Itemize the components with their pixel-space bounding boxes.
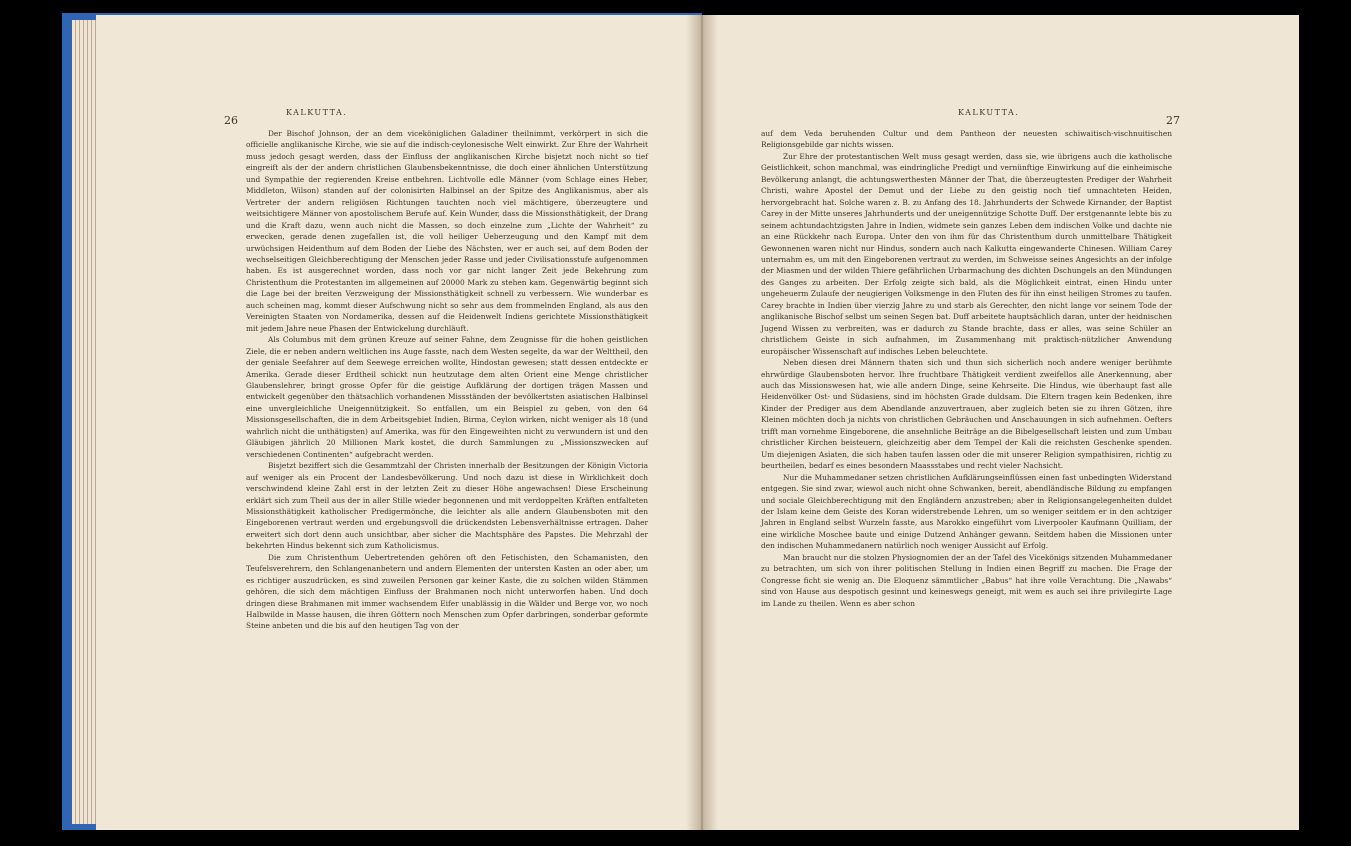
paragraph: Als Columbus mit dem grünen Kreuze auf seiner Fahne, dem Zeugnisse für die hohen geistlichen Ziele, die er neben andern weltlichen ins Auge fasste, nach dem Westen segelte, da war der Welttheil, den der geniale Seefahrer auf dem Seewege erreichen wollte, Hindostan gewesen; statt dessen entdeckte er Amerika. Gerade dieser Erdtheil schickt nun heutzutage dem alten Orient eine Menge christlicher Glaubenslehrer, bringt grosse Opfer für die geistige Aufklärung der dortigen trägen Massen und entwickelt gegenüber den thätsachlich vorhandenen Missständen der bevölkertsten asiatischen Halbinsel eine unvergleichliche Uneigennützigkeit. So entfallen, um ein Beispiel zu geben, von den 64 Missionsgesellschaften, die in dem Arbeitsgebiet Indien, Birma, Ceylon wirken, nicht weniger als 18 (und wahrlich nicht die unthätigsten) auf Amerika, was für den Eingeweihten nicht zu verwundern ist und den Gläubigen jährlich 20 Millionen Mark kostet, die durch Sammlungen zu „Missionszwecken auf verschiedenen Continenten“ aufgebracht werden. xyxy=(246,335,648,459)
left-page-number: 26 xyxy=(224,114,238,127)
left-body-text xyxy=(246,128,648,632)
paragraph: Man braucht nur die stolzen Physiognomien der an der Tafel des Vicekönigs sitzenden Muhammedaner zu betrachten, um sich von ihrer politischen Stellung in Indien einen Begriff zu machen. Die Frage der Congresse ficht sie wenig an. Die Eloquenz sämmtlicher „Babus“ hat ihre volle Verachtung. Die „Nawabs“ sind von Hause aus despotisch gesinnt und keineswegs geneigt, mit wem es auch sei ihre privilegirte Lage im Lande zu theilen. Wenn es aber schon xyxy=(761,552,1172,608)
paragraph: auf dem Veda beruhenden Cultur und dem Pantheon der neuesten schiwaitisch-vischnuitischen Religionsgebilde gar nichts wissen. xyxy=(761,129,1172,150)
paragraph: Bisjetzt beziffert sich die Gesammtzahl der Christen innerhalb der Besitzungen der Königin Victoria auf weniger als ein Procent der Landesbevölkerung. Und noch dazu ist diese in Wirklichkeit doch verschwindend kleine Zahl erst in der letzten Zeit zu dieser Höhe angewachsen! Diese Erscheinung erklärt sich zum Theil aus der in aller Stille wieder begonnenen und mit verdoppelten Kräften entfalteten Missionsthätigkeit katholischer Predigermönche, die leichter als alle andern Glaubensboten mit den Eingeborenen vertraut werden und ergebungsvoll die drückendsten Lebensverhältnisse ertragen. Daher erweitert sich dort denn auch unsichtbar, aber sicher die Machtsphäre des Papstes. Die Mehrzahl der bekehrten Hindus bekennt sich zum Katholicismus. xyxy=(246,461,648,551)
paragraph: Der Bischof Johnson, der an dem viceköniglichen Galadiner theilnimmt, verkörpert in sich die officielle anglikanische Kirche, wie sie auf die indisch-ceylonesische Welt einwirkt. Zur Ehre der Wahrheit muss jedoch gesagt werden, dass der Einfluss der anglikanischen Kirche bisjetzt noch nicht so tief eingreift als der der andern christlichen Glaubensbekenntnisse, die doch einer ähnlichen Unterstützung und Sympathie der regierenden Kreise entbehren. Lichtvolle edle Männer (vom Schlage eines Heber, Middleton, Wilson) standen auf der colonisirten Halbinsel an der Spitze des Anglikanismus, aber als Vertreter der andern religiösen Richtungen tauchten noch viel mächtigere, überzeugtere und weitsichtigere Männer von apostolischem Berufe auf. Kein Wunder, dass die Missionsthätigkeit, der Drang und die Kraft dazu, wenn auch nicht die Massen, so doch einzelne zum „Lichte der Wahrheit“ zu erwecken, gerade denen zugefallen ist, die voll heiliger Ueberzeugung und den Kampf mit dem urwüchsigen Heidenthum auf dem Boden der Liebe des Nächsten, wer er auch sei, auf dem Boden der wechselseitigen Gleichberechtigung der Menschen jeder Rasse und jeder Civilisationsstufe aufgenommen haben. Es ist ausgerechnet worden, dass noch vor gar nicht langer Zeit jede Bekehrung zum Christenthum die Protestanten im allgemeinen auf 20000 Mark zu stehen kam. Gegenwärtig beginnt sich die Lage bei der breiten Verzweigung der Missionsthätigkeit schnell zu verbessern. Wie wunderbar es auch scheinen mag, kommt dieser Aufschwung nicht so sehr aus dem frommelnden England, als aus den Vereinigten Staaten von Nordamerika, dessen auf die Heidenwelt Indiens gerichtete Missionsthätigkeit mit jedem Jahre neue Phasen der Entwickelung durchläuft. xyxy=(246,129,648,333)
left-page xyxy=(96,15,702,830)
paragraph: Nur die Muhammedaner setzen christlichen Aufklärungseinflüssen einen fast unbedingten Widerstand entgegen. Sie sind zwar, wiewol auch nicht ohne Schwanken, bereit, abendländische Bildung zu empfangen und sociale Gleichberechtigung mit den Engländern anzustreben; aber in Religionsangelegenheiten duldet der Islam keine dem Geiste des Koran widerstrebende Lehren, um so weniger seitdem er in den achtziger Jahren in England selbst Wurzeln fasste, aus Marokko eingeführt vom Liverpooler Kaufmann Quilliam, der eine wirkliche Moschee baute und einige Dutzend Anhänger gewann. Seitdem haben die Missionen unter den indischen Muhammedanern natürlich noch weniger Aussicht auf Erfolg. xyxy=(761,472,1172,551)
right-body-text xyxy=(761,128,1172,609)
right-page xyxy=(700,15,1299,830)
right-page-number: 27 xyxy=(1166,114,1180,127)
paragraph: Neben diesen drei Männern thaten sich und thun sich sicherlich noch andere weniger berühmte ehrwürdige Glaubensboten hervor. Ihre fruchtbare Thätigkeit verdient zweifellos alle Anerkennung, aber auch das Missionswesen hat, wie alle andern Dinge, seine Kehrseite. Die Hindus, wie überhaupt fast alle Heidenvölker Ost- und Südasiens, sind im höchsten Grade duldsam. Die Eltern tragen kein Bedenken, ihre Kinder der Prediger aus dem Abendlande anzuvertrauen, aber zugleich beten sie zu ihren Götzen, ihre Kleinen möchten doch ja nichts von christlichen Gebräuchen und Anschauungen in sich aufnehmen. Oefters trifft man vornehme Eingeborene, die ansehnliche Beiträge an die Bibelgesellschaft leisten und zum Umbau christlicher Kirchen beisteuern, gleichzeitig aber dem Tempel der Kali die reichsten Geschenke spenden. Um diejenigen Asiaten, die sich haben taufen lassen oder die mit unserer Religion sympathisiren, richtig zu beurtheilen, bedarf es eines besondern Maassstabes und recht vieler Nachsicht. xyxy=(761,358,1172,471)
paragraph: Die zum Christenthum Uebertretenden gehören oft den Fetischisten, den Schamanisten, den Teufelsverehrern, den Schlangenanbetern und andern Elementen der untersten Kasten an oder aber, um es richtiger auszudrücken, es sind zuweilen Personen gar keiner Kaste, die zu solchen wilden Stämmen gehören, die sich dem mächtigen Einfluss der Brahmanen noch nicht unterworfen haben. Und doch dringen diese Brahmanen mit immer wachsendem Eifer unablässig in die Wälder und Berge vor, wo noch Halbwilde in Masse hausen, die ihren Göttern noch Menschen zum Opfer darbringen, sonderbar geformte Steine anbeten und die bis auf den heutigen Tag von der xyxy=(246,552,648,631)
page-edges xyxy=(72,20,98,824)
paragraph: Zur Ehre der protestantischen Welt muss gesagt werden, dass sie, wie übrigens auch die katholische Geistlichkeit, schon manchmal, was eindringliche Predigt und vernünftige Einwirkung auf die einheimische Bevölkerung anlangt, die achtungswerthesten Männer der That, die überzeugtesten Prediger der Wahrheit Christi, wahre Apostel der Demut und der Liebe zu den geistig noch tief umnachteten Heiden, hervorgebracht hat. Solche waren z. B. zu Anfang des 18. Jahrhunderts der Schwede Kirnander, der Baptist Carey in der Mitte unseres Jahrhunderts und der uneigennützige Schotte Duff. Der erstgenannte lebte bis zu seinem achtundachtzigsten Jahre in Indien, widmete sein ganzes Leben dem indischen Volke und dachte nie an eine Rückkehr nach Europa. Unter den von ihm für das Christenthum durch unmittelbare Thätigkeit Gewonnenen waren nicht nur Hindus, sondern auch nach Kalkutta eingewanderte Chinesen. William Carey unternahm es, um mit den Eingeborenen vertraut zu werden, im Schweisse seines Angesichts an der infolge der Miasmen und der wilden Thiere gefährlichen Urbarmachung des dichten Dschungels an den Mündungen des Ganges zu arbeiten. Der Erfolg zeigte sich bald, als die Möglichkeit eintrat, einen Hindu unter ungeheuerm Zulaufe der neugierigen Volksmenge in den Fluten des für ihn einst heiligen Stromes zu taufen. Carey brachte in Indien über vierzig Jahre zu und starb als Gerechter, den nicht lange vor seinem Tode der anglikanische Bischof selbst um seinen Segen bat. Duff arbeitete hauptsächlich daran, unter der heidnischen Jugend Wissen zu verbreiten, was er dadurch zu Stande brachte, dass er alles, was seine Schüler an christlichem Geiste in sich aufnahmen, im Zusammenhang mit praktisch-nützlicher Anwendung europäischer Wissenschaft auf indisches Leben beleuchtete. xyxy=(761,151,1172,356)
right-running-head: KALKUTTA. xyxy=(958,108,1020,117)
left-running-head: KALKUTTA. xyxy=(286,108,348,117)
book-gutter xyxy=(686,15,718,830)
